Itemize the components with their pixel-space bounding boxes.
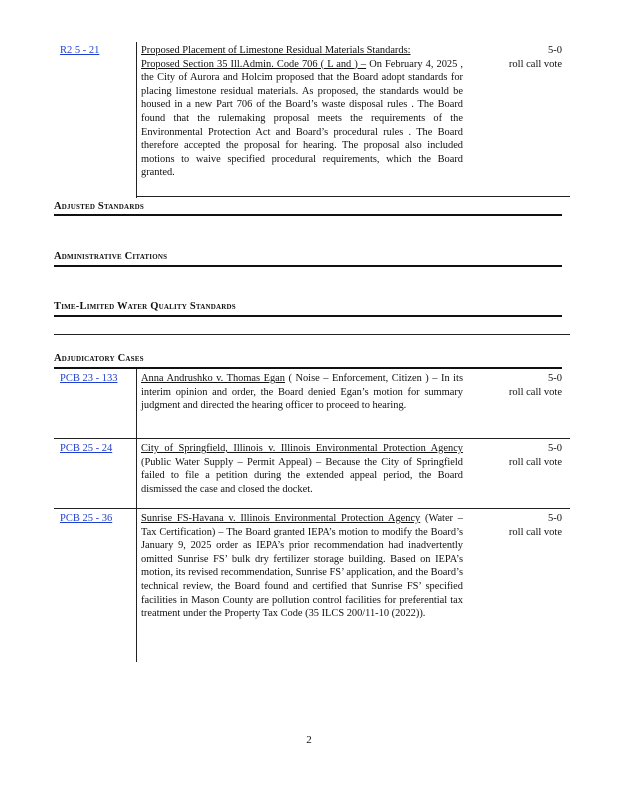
vote-count: 5-0 xyxy=(548,443,562,454)
docket-link-pcb25-24[interactable]: PCB 25 - 24 xyxy=(60,443,113,454)
page-number: 2 xyxy=(306,734,312,746)
section-heading-administrative-citations: Administrative Citations xyxy=(54,251,168,262)
vote-type: roll call vote xyxy=(508,456,562,468)
rulemaking-title-line1: Proposed Placement of Limestone Residual Materials Standards: xyxy=(141,45,411,56)
vote-type: roll call vote xyxy=(508,386,562,398)
docket-link-r25-21[interactable]: R2 5 - 21 xyxy=(60,45,100,56)
vote-count: 5-0 xyxy=(548,513,562,524)
case-title: Sunrise FS-Havana v. Illinois Environmental Protection Agency xyxy=(141,513,421,524)
row-divider xyxy=(54,438,570,439)
rulemaking-body: On February 4, 2025 , the City of Aurora and Holcim proposed that the Board adopt standards for placing limestone residual materials. As proposed, the standards would be housed in a new Part 706 of the Board’s waste disposal rules . The Board found that the rulemaking proposal meets the requirements of the Environmental Protection Act and Board’s procedural rules . The Board therefore accepted the proposal for hearing. The proposal also included motions to waive specified procedural requirements, which the Board granted. xyxy=(141,58,463,179)
vote-count: 5-0 xyxy=(548,373,562,384)
section-rule xyxy=(54,315,562,317)
docket-link-pcb23-133[interactable]: PCB 23 - 133 xyxy=(60,373,118,384)
row-divider xyxy=(136,196,570,197)
section-rule xyxy=(54,214,562,216)
section-rule xyxy=(54,367,562,369)
docket-link-pcb25-36[interactable]: PCB 25 - 36 xyxy=(60,513,113,524)
section-heading-adjudicatory-cases: Adjudicatory Cases xyxy=(54,353,144,364)
case-description xyxy=(141,442,463,496)
rulemaking-title-line2: Proposed Section 35 Ill.Admin. Code 706 ( L and ) – xyxy=(141,58,367,70)
section-rule-thin xyxy=(54,334,570,335)
case-body: (Public Water Supply – Permit Appeal) – Because the City of Springfield failed to file a petition during the extended appeal period, the Board dismissed the case and closed the docket. xyxy=(141,456,463,495)
vote-count: 5-0 xyxy=(548,45,562,56)
case-vote xyxy=(452,512,562,539)
vote-type: roll call vote xyxy=(508,526,562,538)
case-vote xyxy=(452,442,562,469)
section-heading-time-limited: Time-Limited Water Quality Standards xyxy=(54,301,236,312)
row-divider xyxy=(54,508,570,509)
case-vote xyxy=(452,372,562,399)
case-title: Anna Andrushko v. Thomas Egan xyxy=(141,373,285,384)
case-body: ( Noise – Enforcement, Citizen ) – In its interim opinion and order, the Board denied Egan’s motion for summary judgment and directed the hearing officer to proceed to hearing. xyxy=(141,373,463,412)
column-divider xyxy=(136,369,137,662)
section-heading-adjusted-standards: Adjusted Standards xyxy=(54,201,144,212)
rulemaking-description xyxy=(141,44,463,180)
case-body: (Water – Tax Certification) – The Board granted IEPA’s motion to modify the Board’s January 9, 2025 order as IEPA’s prior recommendation had inadvertently omitted Sunrise FS’ bulk dry fertilizer storage building. Based on IEPA’s motion, its revised recommendation, Sunrise FS’ application, and the Board’s technical review, the Board found and certified that Sunrise FS’ specified facilities in Mason County are pollution control facilities for preferential tax treatment under the Property Tax Code (35 ILCS 200/11-10 (2022)). xyxy=(141,513,463,620)
rulemaking-vote xyxy=(452,44,562,71)
vote-type: roll call vote xyxy=(508,58,562,70)
section-rule xyxy=(54,265,562,267)
case-title: City of Springfield, Illinois v. Illinois Environmental Protection Agency xyxy=(141,443,463,454)
case-description xyxy=(141,512,463,621)
case-description xyxy=(141,372,463,413)
column-divider xyxy=(136,42,137,198)
